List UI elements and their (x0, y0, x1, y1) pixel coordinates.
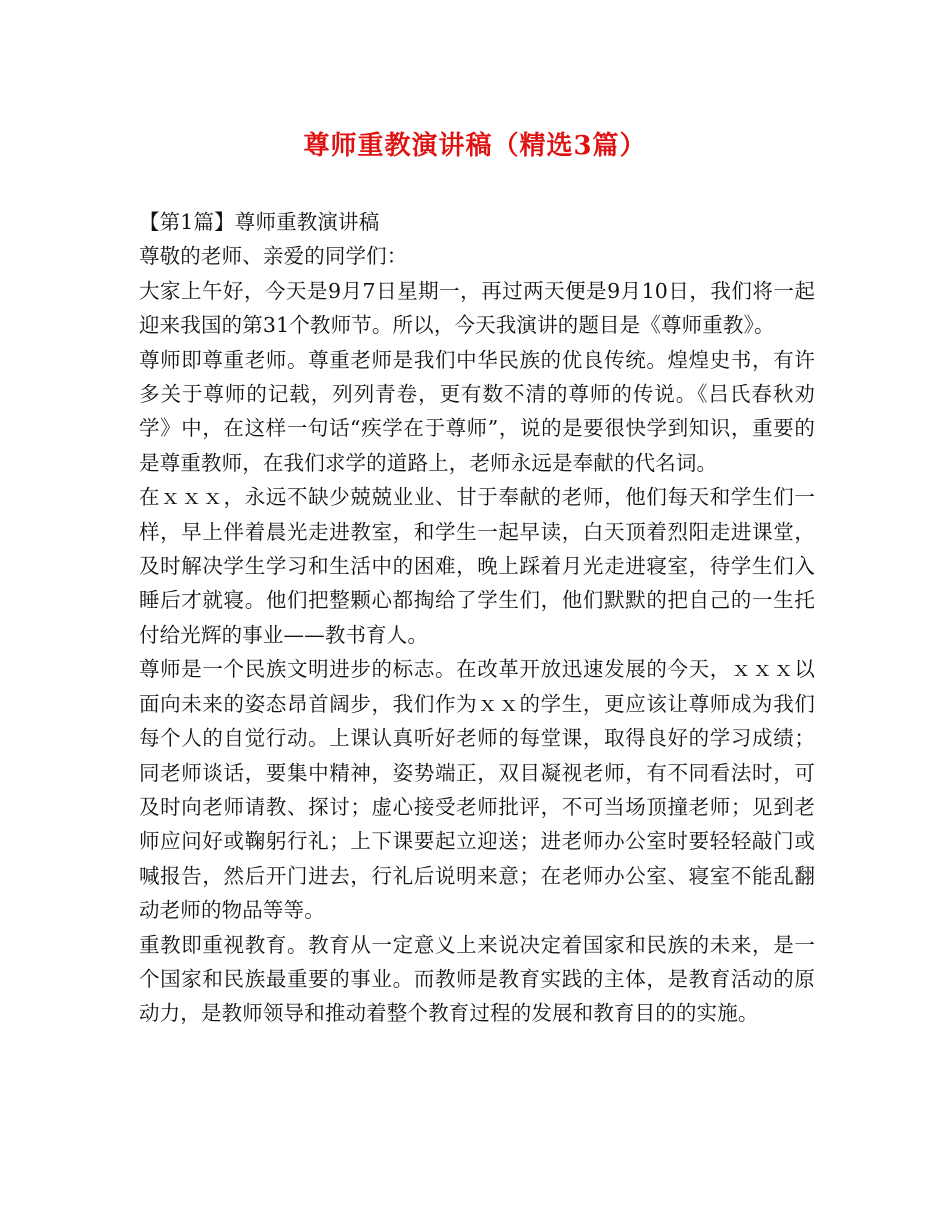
page-title: 尊师重教演讲稿（精选3篇） (303, 131, 647, 161)
paragraph: 尊师是一个民族文明进步的标志。在改革开放迅速发展的今天，ｘｘｘ以面向未来的姿态昂首阔步，我们作为ｘｘ的学生，更应该让尊师成为我们每个人的自觉行动。上课认真听好老师的每堂课，取得良好的学习成绩；同老师谈话，要集中精神，姿势端正，双目凝视老师，有不同看法时，可及时向老师请教、探讨；虚心接受老师批评，不可当场顶撞老师；见到老师应问好或鞠躬行礼；上下课要起立迎送；进老师办公室时要轻轻敲门或喊报告，然后开门进去，行礼后说明来意；在老师办公室、寝室不能乱翻动老师的物品等等。 (139, 657, 815, 923)
paragraph: 大家上午好，今天是9月7日星期一，再过两天便是9月10日，我们将一起迎来我国的第31个教师节。所以，今天我演讲的题目是《尊师重教》。 (139, 278, 815, 338)
document-body (139, 205, 815, 1031)
section-heading: 【第1篇】尊师重教演讲稿 (139, 210, 380, 234)
salutation: 尊敬的老师、亲爱的同学们： (139, 244, 408, 269)
paragraph: 重教即重视教育。教育从一定意义上来说决定着国家和民族的未来，是一个国家和民族最重要的事业。而教师是教育实践的主体，是教育活动的原动力，是教师领导和推动着整个教育过程的发展和教育目的的实施。 (139, 932, 815, 1026)
paragraph: 尊师即尊重老师。尊重老师是我们中华民族的优良传统。煌煌史书，有许多关于尊师的记载，列列青卷，更有数不清的尊师的传说。《吕氏春秋劝学》中，在这样一句话“疾学在于尊师”，说的是要很快学到知识，重要的是尊重教师，在我们求学的道路上，老师永远是奉献的代名词。 (139, 347, 815, 475)
paragraph: 在ｘｘｘ，永远不缺少兢兢业业、甘于奉献的老师，他们每天和学生们一样，早上伴着晨光走进教室，和学生一起早读，白天顶着烈阳走进课堂，及时解决学生学习和生活中的困难，晚上踩着月光走进寝室，待学生们入睡后才就寝。他们把整颗心都掏给了学生们，他们默默的把自己的一生托付给光辉的事业——教书育人。 (139, 485, 815, 647)
